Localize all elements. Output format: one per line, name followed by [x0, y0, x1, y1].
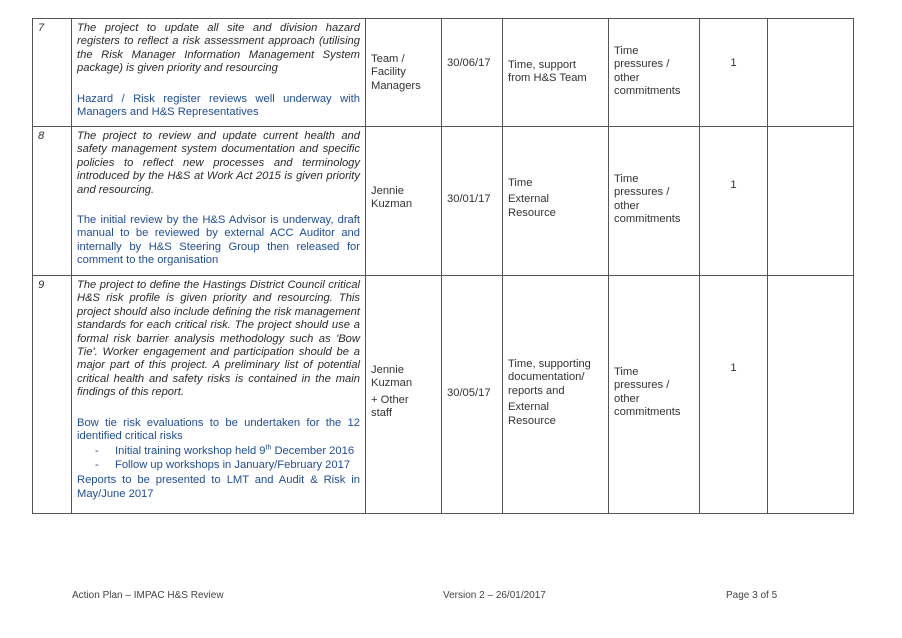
resources-line: Resource	[508, 206, 556, 219]
row-number: 9	[33, 276, 72, 514]
resources-line: reports and	[508, 384, 565, 397]
risk-line: Time	[614, 173, 639, 185]
resources-cell	[503, 276, 609, 514]
list-item: - Follow up workshops in January/February 2017	[95, 459, 360, 472]
row-number: 8	[33, 127, 72, 276]
project-text: The project to review and update current health and safety management system documentation and specific policies to reflect new processes and terminology introduced by the H&S at Work Act 2015 is given priority and resourcing.	[77, 130, 360, 196]
description-cell	[72, 127, 366, 276]
empty-cell	[768, 19, 854, 127]
resources-line: Time, supporting	[508, 358, 591, 370]
risks-cell	[609, 276, 700, 514]
footer-version: Version 2 – 26/01/2017	[443, 590, 546, 601]
owner-line: Managers	[371, 79, 421, 92]
resources-line: External	[508, 193, 550, 206]
status-update: Reports to be presented to LMT and Audit & Risk in May/June 2017	[77, 474, 360, 500]
risks-cell	[609, 19, 700, 127]
owner-cell	[366, 276, 442, 514]
resources-line: Resource	[508, 414, 556, 427]
owner-line: Facility	[371, 66, 406, 79]
project-text: The project to define the Hastings District Council critical H&S risk profile is given priority and resourcing. This project should also include defining the risk management standards for each critical risk. The project should use a formal risk barrier analysis methodology such as 'Bow Tie'. Worker engagement and participation should be a major part of this project. A preliminary list of potential critical health and safety risks is contained in the main findings of this report.	[77, 279, 360, 399]
status-update: Hazard / Risk register reviews well underway with Managers and H&S Representatives	[77, 92, 360, 119]
owner-line: Jennie	[371, 364, 404, 376]
workshop-list	[77, 445, 360, 472]
table-row	[33, 276, 854, 514]
resources-line: External	[508, 401, 550, 414]
table-row	[33, 19, 854, 127]
owner-line: Team /	[371, 53, 405, 65]
risk-line: other	[614, 199, 640, 212]
bullet-text: December 2016	[271, 445, 355, 458]
project-text: The project to update all site and division hazard registers to reflect a risk assessment approach (utilising the Risk Manager Information Management System package) is given priority and resourcing	[77, 22, 360, 75]
risk-line: commitments	[614, 213, 681, 226]
action-plan-table	[32, 18, 854, 514]
bullet-text: Initial training workshop held 9	[115, 445, 266, 458]
owner-line: Kuzman	[371, 377, 413, 390]
resources-line: Time, support	[508, 59, 576, 71]
priority-cell: 1	[700, 276, 768, 514]
priority-cell: 1	[700, 19, 768, 127]
risk-line: pressures /	[614, 186, 670, 199]
status-update: Bow tie risk evaluations to be undertaken for the 12 identified critical risks	[77, 416, 360, 443]
owner-cell	[366, 19, 442, 127]
priority-cell: 1	[700, 127, 768, 276]
owner-line: staff	[371, 407, 392, 420]
resources-line: documentation/	[508, 371, 585, 384]
risk-line: pressures /	[614, 58, 670, 71]
resources-line: Time	[508, 177, 533, 189]
risk-line: other	[614, 71, 640, 84]
risks-cell	[609, 127, 700, 276]
empty-cell	[768, 127, 854, 276]
risk-line: Time	[614, 45, 639, 57]
footer-page-number: Page 3 of 5	[726, 590, 778, 601]
resources-cell	[503, 19, 609, 127]
owner-line: + Other	[371, 393, 409, 406]
status-update: The initial review by the H&S Advisor is underway, draft manual to be reviewed by external ACC Auditor and internally by H&S Steering Group then released for comment to the organisation	[77, 214, 360, 267]
risk-line: other	[614, 392, 640, 405]
footer-document-title: Action Plan – IMPAC H&S Review	[72, 590, 224, 601]
due-date: 30/01/17	[442, 127, 503, 276]
description-cell	[72, 19, 366, 127]
risk-line: commitments	[614, 85, 681, 98]
owner-line: Jennie	[371, 185, 404, 197]
resources-cell	[503, 127, 609, 276]
ordinal-suffix: th	[265, 444, 272, 452]
risk-line: Time	[614, 366, 639, 378]
description-cell	[72, 276, 366, 514]
due-date: 30/05/17	[442, 276, 503, 514]
table-row	[33, 127, 854, 276]
empty-cell	[768, 276, 854, 514]
owner-cell	[366, 127, 442, 276]
resources-line: from H&S Team	[508, 72, 587, 85]
risk-line: pressures /	[614, 379, 670, 392]
list-item	[95, 445, 360, 458]
due-date: 30/06/17	[442, 19, 503, 127]
row-number: 7	[33, 19, 72, 127]
owner-line: Kuzman	[371, 198, 413, 211]
risk-line: commitments	[614, 406, 681, 419]
